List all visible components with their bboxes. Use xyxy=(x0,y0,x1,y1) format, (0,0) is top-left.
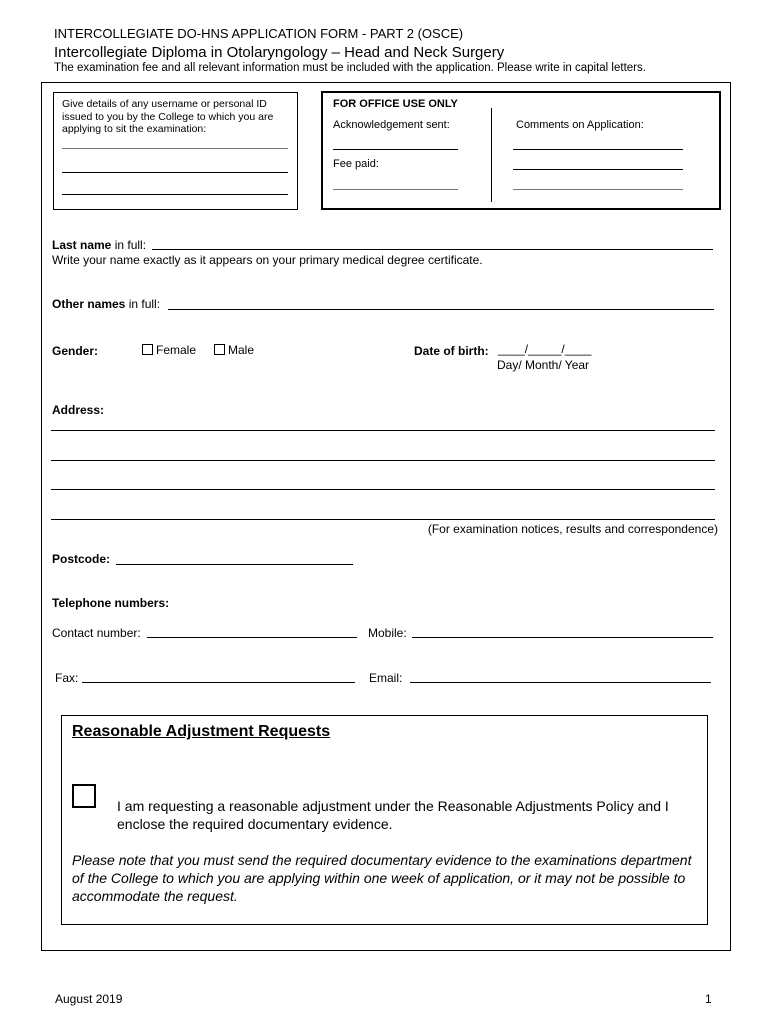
reasonable-adjustment-checkbox[interactable] xyxy=(72,784,96,808)
email-field[interactable] xyxy=(410,682,711,683)
contact-number-label: Contact number: xyxy=(52,626,141,640)
comments-line-1[interactable] xyxy=(513,149,683,150)
female-checkbox[interactable] xyxy=(142,344,153,355)
ack-sent-label: Acknowledgement sent: xyxy=(333,119,450,131)
office-use-title: FOR OFFICE USE ONLY xyxy=(333,98,458,110)
username-line-2[interactable] xyxy=(62,172,288,173)
last-name-hint: Write your name exactly as it appears on your primary medical degree certificate. xyxy=(52,253,483,267)
form-instructions: The examination fee and all relevant information must be included with the application. Please write in capital letters. xyxy=(54,62,646,74)
fee-paid-line[interactable] xyxy=(333,189,458,190)
dob-hint: Day/ Month/ Year xyxy=(497,358,590,372)
gender-male-option[interactable]: Male xyxy=(214,343,254,357)
email-label: Email: xyxy=(369,671,403,685)
address-line-4[interactable] xyxy=(51,519,715,520)
dob-label: Date of birth: xyxy=(414,344,489,358)
reasonable-adjustment-note: Please note that you must send the required documentary evidence to the examinations department of the College to which you are applying within one week of application, or it may not be possible to accommodate the request. xyxy=(72,852,692,904)
dob-field[interactable]: ____/_____/____ xyxy=(498,342,592,356)
form-title: INTERCOLLEGIATE DO-HNS APPLICATION FORM - PART 2 (OSCE) xyxy=(54,26,464,41)
username-line-1[interactable] xyxy=(62,148,288,149)
last-name-field[interactable] xyxy=(152,249,713,250)
ack-sent-line[interactable] xyxy=(333,149,458,150)
address-line-3[interactable] xyxy=(51,489,715,490)
address-line-1[interactable] xyxy=(51,430,715,431)
fax-field[interactable] xyxy=(82,682,355,683)
page-number: 1 xyxy=(705,992,712,1006)
fax-label: Fax: xyxy=(55,671,79,685)
gender-label: Gender: xyxy=(52,344,99,358)
mobile-label: Mobile: xyxy=(368,626,407,640)
comments-line-3[interactable] xyxy=(513,189,683,190)
other-names-label: Other names in full: xyxy=(52,297,161,311)
address-note: (For examination notices, results and correspondence) xyxy=(427,522,718,536)
form-subtitle: Intercollegiate Diploma in Otolaryngology – Head and Neck Surgery xyxy=(54,44,505,61)
gender-female-option[interactable]: Female xyxy=(142,343,196,357)
postcode-field[interactable] xyxy=(116,564,353,565)
address-line-2[interactable] xyxy=(51,460,715,461)
contact-number-field[interactable] xyxy=(147,637,357,638)
telephone-heading: Telephone numbers: xyxy=(52,596,170,610)
male-checkbox[interactable] xyxy=(214,344,225,355)
mobile-field[interactable] xyxy=(412,637,713,638)
reasonable-adjustment-statement: I am requesting a reasonable adjustment under the Reasonable Adjustments Policy and I enclose the required documentary evidence. xyxy=(117,798,669,832)
comments-line-2[interactable] xyxy=(513,169,683,170)
reasonable-adjustment-title: Reasonable Adjustment Requests xyxy=(72,723,331,740)
last-name-label: Last name in full: xyxy=(52,238,147,252)
other-names-field[interactable] xyxy=(168,309,714,310)
office-divider xyxy=(491,108,492,202)
comments-label: Comments on Application: xyxy=(516,119,644,131)
username-instructions: Give details of any username or personal ID issued to you by the College to which you are applying to sit the examination: xyxy=(62,98,274,135)
username-line-3[interactable] xyxy=(62,194,288,195)
fee-paid-label: Fee paid: xyxy=(333,158,379,170)
footer-date: August 2019 xyxy=(55,992,123,1006)
postcode-label: Postcode: xyxy=(52,552,111,566)
address-label: Address: xyxy=(52,403,105,417)
